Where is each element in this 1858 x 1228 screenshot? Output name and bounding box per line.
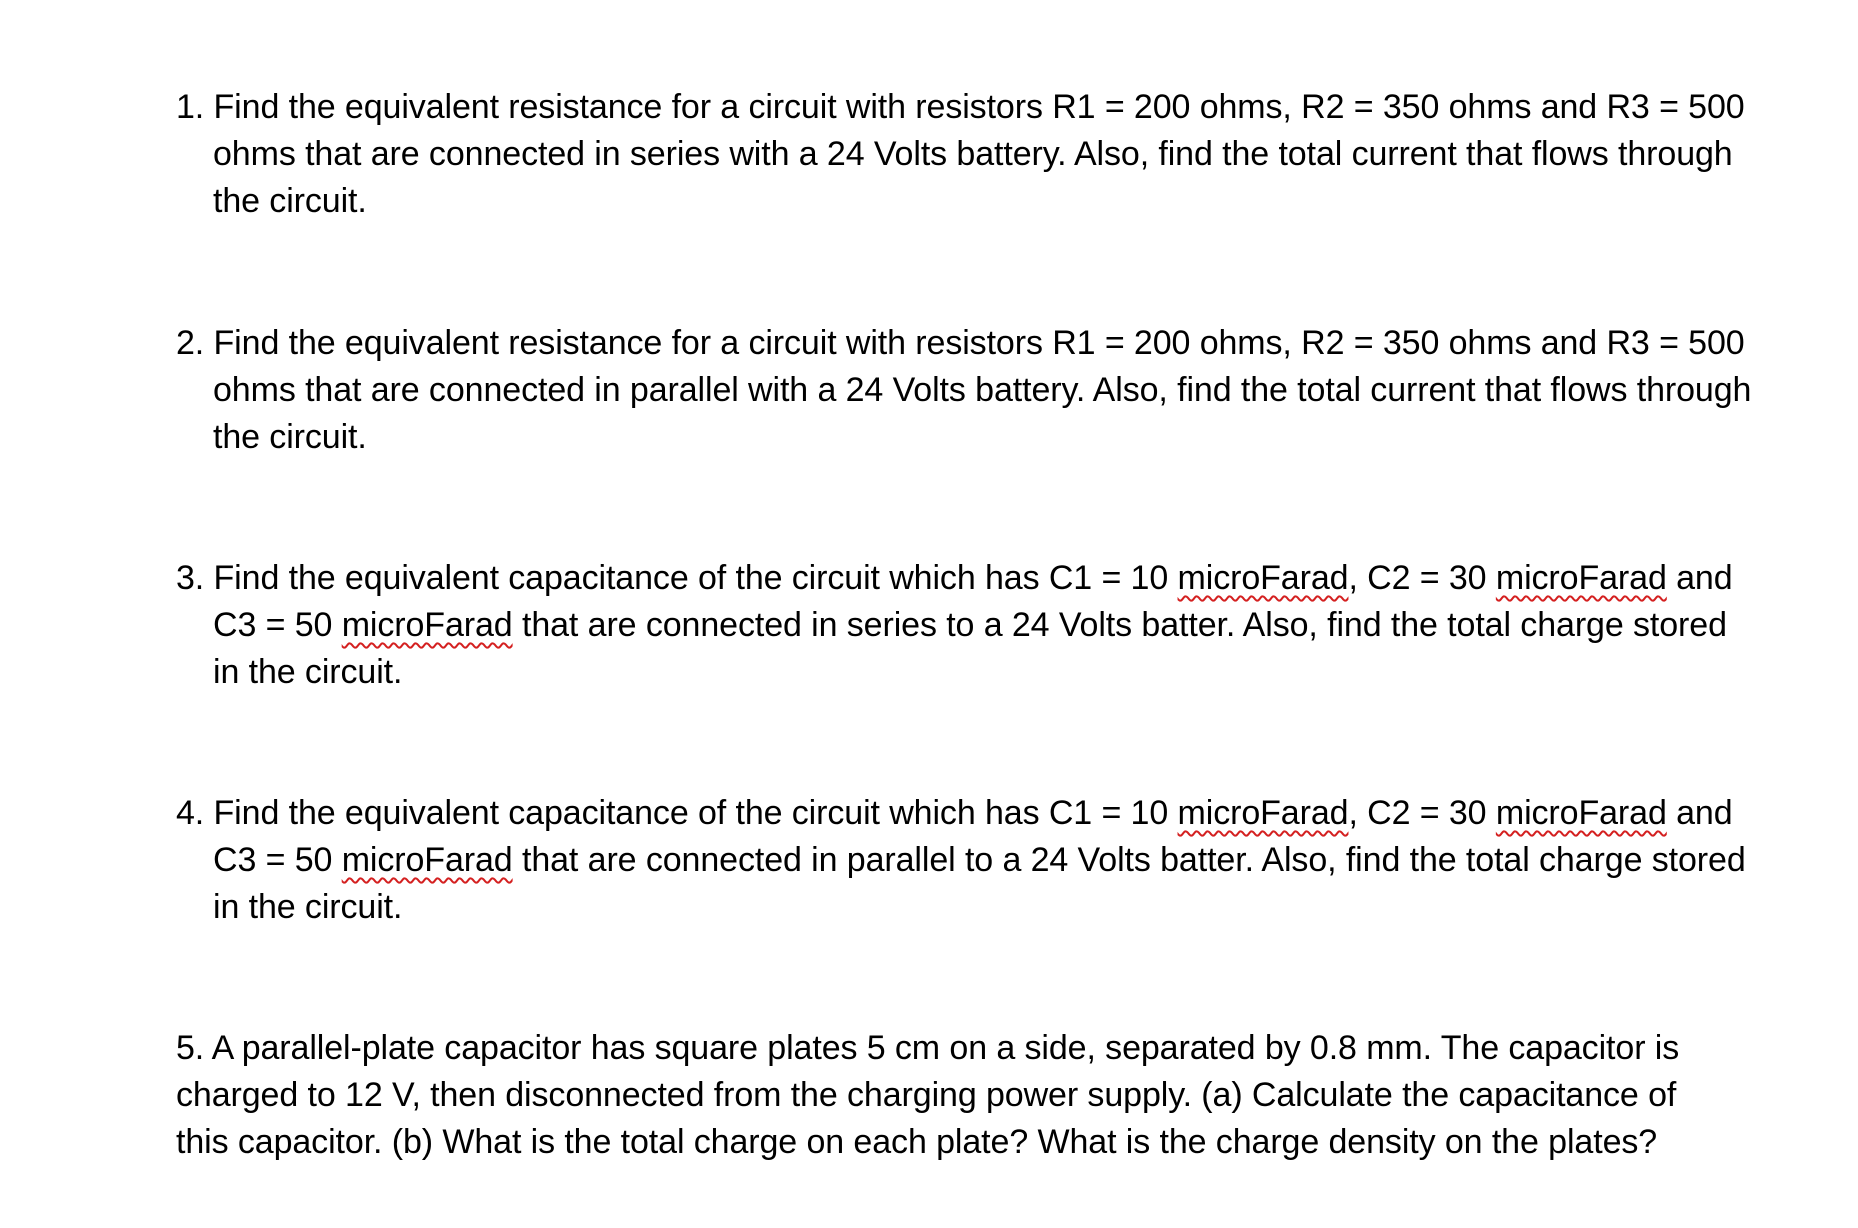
question-4	[176, 790, 1753, 931]
question-5	[176, 1025, 1716, 1166]
question-number: 1.	[176, 88, 205, 126]
question-text: that are connected in series to a 24 Volts batter. Also, find the total charge stored in the circuit.	[213, 606, 1727, 691]
question-text: that are connected in parallel to a 24 Volts batter. Also, find the total charge stored in the circuit.	[213, 841, 1746, 926]
question-number: 3.	[176, 559, 205, 597]
misspelled-word[interactable]: microFarad	[1177, 794, 1349, 832]
question-text: Find the equivalent capacitance of the circuit which has C1 = 10	[213, 794, 1178, 832]
misspelled-word[interactable]: microFarad	[1177, 559, 1349, 597]
question-text: Find the equivalent resistance for a circuit with resistors R1 = 200 ohms, R2 = 350 ohms and R3 = 500 ohms that are connected in parallel with a 24 Volts battery. Also, find the total current that flows through the circuit.	[213, 324, 1752, 456]
misspelled-word[interactable]: microFarad	[341, 841, 513, 879]
question-number: 5.	[176, 1029, 205, 1067]
question-text: Find the equivalent resistance for a circuit with resistors R1 = 200 ohms, R2 = 350 ohms and R3 = 500 ohms that are connected in series with a 24 Volts battery. Also, find the total current that flows through the circuit.	[213, 88, 1745, 220]
question-1	[176, 84, 1753, 225]
question-number: 2.	[176, 324, 205, 362]
question-text: , C2 = 30	[1348, 559, 1496, 597]
question-text: Find the equivalent capacitance of the circuit which has C1 = 10	[213, 559, 1178, 597]
question-3	[176, 555, 1753, 696]
misspelled-word[interactable]: microFarad	[1495, 559, 1667, 597]
question-text: A parallel-plate capacitor has square plates 5 cm on a side, separated by 0.8 mm. The capacitor is charged to 12 V, then disconnected from the charging power supply. (a) Calculate the capacitance of this capacitor. (b) What is the total charge on each plate? What is the charge density on the plates?	[176, 1029, 1680, 1161]
question-text: , C2 = 30	[1348, 794, 1496, 832]
misspelled-word[interactable]: microFarad	[341, 606, 513, 644]
question-2	[176, 320, 1753, 461]
question-text: and C3 = 50	[213, 794, 1733, 879]
question-number: 4.	[176, 794, 205, 832]
misspelled-word[interactable]: microFarad	[1495, 794, 1667, 832]
question-text: and C3 = 50	[213, 559, 1733, 644]
